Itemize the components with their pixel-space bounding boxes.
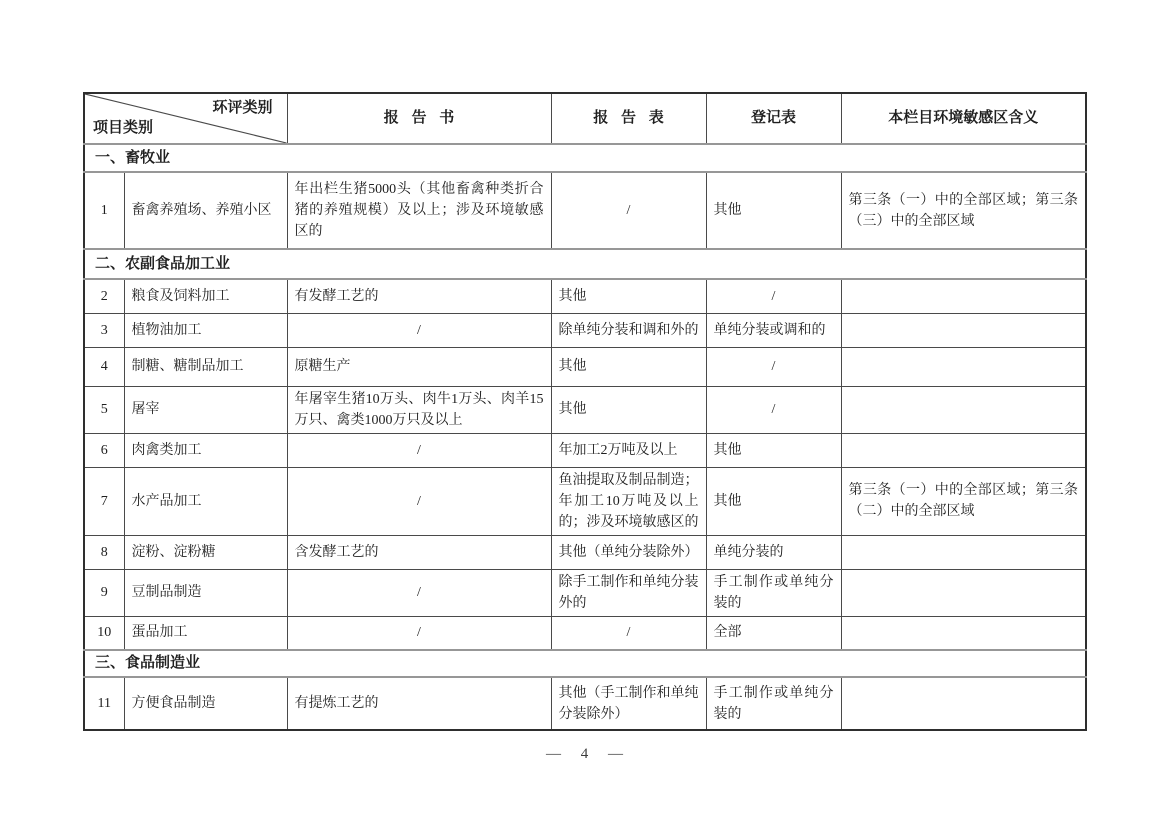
cell-registration-form: 全部 [706,616,841,650]
cell-registration-form: 其他 [706,467,841,535]
cell-category: 方便食品制造 [124,677,287,730]
cell-report-form: 除单纯分装和调和外的 [551,313,706,347]
cell-registration-form: 其他 [706,172,841,249]
cell-category: 粮食及饲料加工 [124,279,287,313]
cell-sensitive-meaning [841,616,1086,650]
cell-no: 7 [84,467,124,535]
cell-report-form: 其他 [551,386,706,433]
cell-report-book: 有发酵工艺的 [287,279,551,313]
cell-registration-form: / [706,347,841,386]
section-row-livestock [84,144,1086,172]
cell-category: 屠宰 [124,386,287,433]
cell-report-form: / [551,172,706,249]
cell-sensitive-meaning [841,535,1086,569]
cell-report-book: / [287,467,551,535]
cell-sensitive-meaning [841,433,1086,467]
cell-report-form: 其他 [551,279,706,313]
section-row-food-mfg [84,650,1086,677]
cell-report-book: 年出栏生猪5000头（其他畜禽种类折合猪的养殖规模）及以上；涉及环境敏感区的 [287,172,551,249]
cell-report-book: 原糖生产 [287,347,551,386]
cell-sensitive-meaning [841,677,1086,730]
cell-no: 10 [84,616,124,650]
cell-report-book: 年屠宰生猪10万头、肉牛1万头、肉羊15万只、禽类1000万只及以上 [287,386,551,433]
table-row [84,279,1086,313]
cell-report-form: 年加工2万吨及以上 [551,433,706,467]
cell-category: 水产品加工 [124,467,287,535]
header-registration-form: 登记表 [706,93,841,144]
cell-sensitive-meaning [841,569,1086,616]
cell-registration-form: 手工制作或单纯分装的 [706,677,841,730]
table-row [84,313,1086,347]
cell-report-book: / [287,313,551,347]
cell-no: 8 [84,535,124,569]
cell-no: 4 [84,347,124,386]
cell-report-form: 其他 [551,347,706,386]
cell-registration-form: / [706,279,841,313]
table-row [84,172,1086,249]
cell-report-book: 含发酵工艺的 [287,535,551,569]
cell-no: 2 [84,279,124,313]
header-project-category: 项目类别 [93,120,154,136]
cell-no: 1 [84,172,124,249]
cell-registration-form: 单纯分装或调和的 [706,313,841,347]
cell-no: 6 [84,433,124,467]
cell-no: 9 [84,569,124,616]
cell-no: 11 [84,677,124,730]
cell-report-form: 其他（单纯分装除外） [551,535,706,569]
cell-no: 3 [84,313,124,347]
cell-report-book: / [287,569,551,616]
section-title: 二、农副食品加工业 [84,249,1086,279]
header-report-form: 报 告 表 [551,93,706,144]
table-header-row [84,93,1086,144]
cell-category: 制糖、糖制品加工 [124,347,287,386]
header-sensitive-meaning: 本栏目环境敏感区含义 [841,93,1086,144]
cell-report-book: 有提炼工艺的 [287,677,551,730]
table-row [84,535,1086,569]
table-row [84,677,1086,730]
cell-sensitive-meaning: 第三条（一）中的全部区域；第三条（三）中的全部区域 [841,172,1086,249]
table-row [84,386,1086,433]
cell-report-book: / [287,616,551,650]
table-row [84,616,1086,650]
table-row [84,467,1086,535]
cell-sensitive-meaning: 第三条（一）中的全部区域；第三条（二）中的全部区域 [841,467,1086,535]
eia-category-table [83,92,1087,731]
cell-report-form: / [551,616,706,650]
cell-category: 肉禽类加工 [124,433,287,467]
cell-report-form: 除手工制作和单纯分装外的 [551,569,706,616]
table-row [84,569,1086,616]
cell-registration-form: / [706,386,841,433]
cell-report-form: 鱼油提取及制品制造；年加工10万吨及以上的；涉及环境敏感区的 [551,467,706,535]
cell-sensitive-meaning [841,313,1086,347]
cell-no: 5 [84,386,124,433]
cell-category: 畜禽养殖场、养殖小区 [124,172,287,249]
cell-sensitive-meaning [841,279,1086,313]
cell-category: 淀粉、淀粉糖 [124,535,287,569]
section-title: 一、畜牧业 [84,144,1086,172]
cell-report-book: / [287,433,551,467]
cell-sensitive-meaning [841,386,1086,433]
cell-registration-form: 单纯分装的 [706,535,841,569]
cell-registration-form: 其他 [706,433,841,467]
cell-registration-form: 手工制作或单纯分装的 [706,569,841,616]
cell-sensitive-meaning [841,347,1086,386]
header-eia-category: 环评类别 [212,100,273,116]
diagonal-header-cell [84,93,287,144]
table-row [84,347,1086,386]
cell-category: 蛋品加工 [124,616,287,650]
page-number: — 4 — [546,746,623,762]
table-row [84,433,1086,467]
section-title: 三、食品制造业 [84,650,1086,677]
cell-report-form: 其他（手工制作和单纯分装除外） [551,677,706,730]
section-row-agri-food [84,249,1086,279]
cell-category: 豆制品制造 [124,569,287,616]
cell-category: 植物油加工 [124,313,287,347]
header-report-book: 报 告 书 [287,93,551,144]
